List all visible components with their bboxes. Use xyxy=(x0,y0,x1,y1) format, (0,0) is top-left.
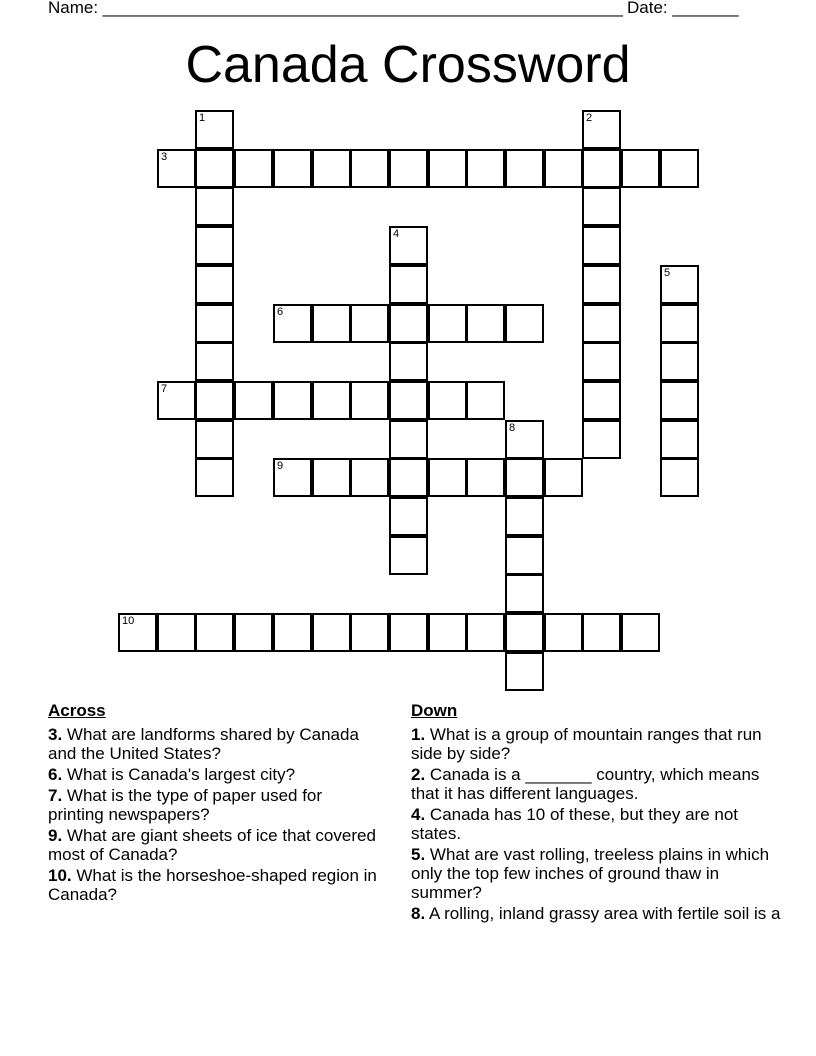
grid-cell[interactable] xyxy=(428,304,467,343)
clue-number: 10. xyxy=(48,866,72,885)
name-field-label: Name: _______________________________________________________ xyxy=(48,0,623,17)
grid-cell[interactable] xyxy=(660,381,699,420)
clue-number-label: 2 xyxy=(586,112,593,124)
grid-cell[interactable] xyxy=(505,613,544,652)
clue-number: 9. xyxy=(48,826,63,845)
grid-cell[interactable] xyxy=(505,420,544,459)
across-clue-list xyxy=(48,725,378,904)
grid-cell[interactable] xyxy=(505,458,544,497)
clue-number: 5. xyxy=(411,845,426,864)
grid-cell[interactable] xyxy=(195,342,234,381)
clue-number-label: 8 xyxy=(509,422,516,434)
grid-cell[interactable] xyxy=(195,149,234,188)
clue-item xyxy=(411,725,781,763)
grid-cell[interactable] xyxy=(157,381,196,420)
clue-item xyxy=(48,786,378,824)
clue-number-label: 3 xyxy=(161,151,168,163)
clue-text: What are landforms shared by Canada and the United States? xyxy=(48,725,359,763)
grid-cell[interactable] xyxy=(273,458,312,497)
clue-number-label: 1 xyxy=(199,112,206,124)
clue-number-label: 4 xyxy=(393,228,400,240)
grid-cell[interactable] xyxy=(389,381,428,420)
clue-item xyxy=(411,765,781,803)
grid-cell[interactable] xyxy=(505,304,544,343)
clue-text: A rolling, inland grassy area with fertile soil is a xyxy=(425,904,781,923)
grid-cell[interactable] xyxy=(195,226,234,265)
grid-cell[interactable] xyxy=(312,613,351,652)
grid-cell[interactable] xyxy=(505,652,544,691)
clue-number: 8. xyxy=(411,904,426,923)
grid-cell[interactable] xyxy=(118,613,157,652)
grid-cell[interactable] xyxy=(621,149,660,188)
clue-number-label: 5 xyxy=(664,267,671,279)
grid-cell[interactable] xyxy=(582,149,621,188)
grid-cell[interactable] xyxy=(195,265,234,304)
grid-cell[interactable] xyxy=(195,304,234,343)
grid-cell[interactable] xyxy=(582,226,621,265)
grid-cell[interactable] xyxy=(389,226,428,265)
grid-cell[interactable] xyxy=(582,187,621,226)
clue-item xyxy=(48,765,378,784)
clue-number: 1. xyxy=(411,725,426,744)
clue-item xyxy=(411,845,781,902)
clue-number-label: 10 xyxy=(122,615,135,627)
grid-cell[interactable] xyxy=(273,381,312,420)
grid-cell[interactable] xyxy=(389,458,428,497)
grid-cell[interactable] xyxy=(312,458,351,497)
grid-cell[interactable] xyxy=(582,420,621,459)
date-field-label: Date: _______ xyxy=(627,0,739,17)
down-heading: Down xyxy=(411,701,458,720)
grid-cell[interactable] xyxy=(389,304,428,343)
grid-cell[interactable] xyxy=(389,342,428,381)
grid-cell[interactable] xyxy=(505,497,544,536)
grid-cell[interactable] xyxy=(505,149,544,188)
grid-cell[interactable] xyxy=(389,613,428,652)
grid-cell[interactable] xyxy=(157,149,196,188)
clue-text: What is a group of mountain ranges that run side by side? xyxy=(411,725,762,763)
grid-cell[interactable] xyxy=(273,304,312,343)
page-title: Canada Crossword xyxy=(185,36,631,94)
grid-cell[interactable] xyxy=(389,265,428,304)
grid-cell[interactable] xyxy=(582,381,621,420)
clue-number-label: 6 xyxy=(277,306,284,318)
clue-text: What are giant sheets of ice that covered most of Canada? xyxy=(48,826,376,864)
grid-cell[interactable] xyxy=(505,574,544,613)
grid-cell[interactable] xyxy=(466,613,505,652)
grid-cell[interactable] xyxy=(582,342,621,381)
grid-cell[interactable] xyxy=(428,458,467,497)
grid-cell[interactable] xyxy=(428,613,467,652)
grid-cell[interactable] xyxy=(195,187,234,226)
grid-cell[interactable] xyxy=(195,381,234,420)
grid-cell[interactable] xyxy=(389,536,428,575)
clue-text: What is Canada's largest city? xyxy=(62,765,296,784)
clue-text: What is the horseshoe-shaped region in Canada? xyxy=(48,866,377,904)
grid-cell[interactable] xyxy=(195,458,234,497)
clue-number: 7. xyxy=(48,786,63,805)
clue-item xyxy=(411,805,781,843)
clue-item xyxy=(48,866,378,904)
across-heading: Across xyxy=(48,701,106,720)
across-clues-section xyxy=(48,701,378,906)
grid-cell[interactable] xyxy=(389,497,428,536)
clue-number-label: 9 xyxy=(277,460,284,472)
grid-cell[interactable] xyxy=(234,381,273,420)
grid-cell[interactable] xyxy=(350,613,389,652)
grid-cell[interactable] xyxy=(273,613,312,652)
grid-cell[interactable] xyxy=(466,458,505,497)
grid-cell[interactable] xyxy=(234,149,273,188)
grid-cell[interactable] xyxy=(350,458,389,497)
grid-cell[interactable] xyxy=(428,381,467,420)
grid-cell[interactable] xyxy=(350,149,389,188)
grid-cell[interactable] xyxy=(660,265,699,304)
grid-cell[interactable] xyxy=(544,149,583,188)
grid-cell[interactable] xyxy=(505,536,544,575)
grid-cell[interactable] xyxy=(389,420,428,459)
clue-item xyxy=(48,826,378,864)
clue-text: What is the type of paper used for printing newspapers? xyxy=(48,786,323,824)
clue-number-label: 7 xyxy=(161,383,168,395)
grid-cell[interactable] xyxy=(466,149,505,188)
clue-number: 3. xyxy=(48,725,63,744)
grid-cell[interactable] xyxy=(466,304,505,343)
grid-cell[interactable] xyxy=(312,304,351,343)
down-clue-list xyxy=(411,725,781,923)
grid-cell[interactable] xyxy=(195,110,234,149)
grid-cell[interactable] xyxy=(466,381,505,420)
grid-cell[interactable] xyxy=(660,342,699,381)
grid-cell[interactable] xyxy=(544,458,583,497)
grid-cell[interactable] xyxy=(234,613,273,652)
grid-cell[interactable] xyxy=(621,613,660,652)
clue-number: 4. xyxy=(411,805,426,824)
grid-cell[interactable] xyxy=(195,420,234,459)
grid-cell[interactable] xyxy=(157,613,196,652)
clue-text: Canada is a _______ country, which means that it has different languages. xyxy=(411,765,760,803)
grid-cell[interactable] xyxy=(350,304,389,343)
grid-cell[interactable] xyxy=(273,149,312,188)
grid-cell[interactable] xyxy=(582,110,621,149)
grid-cell[interactable] xyxy=(582,304,621,343)
clue-item xyxy=(411,904,781,923)
clue-number: 6. xyxy=(48,765,63,784)
grid-cell[interactable] xyxy=(582,613,621,652)
clue-item xyxy=(48,725,378,763)
grid-cell[interactable] xyxy=(350,381,389,420)
grid-cell[interactable] xyxy=(660,420,699,459)
grid-cell[interactable] xyxy=(544,613,583,652)
grid-cell[interactable] xyxy=(660,458,699,497)
grid-cell[interactable] xyxy=(660,149,699,188)
grid-cell[interactable] xyxy=(389,149,428,188)
down-clues-section xyxy=(411,701,781,925)
clue-number: 2. xyxy=(411,765,426,784)
grid-cell[interactable] xyxy=(660,304,699,343)
clue-text: What are vast rolling, treeless plains in which only the top few inches of ground thaw in summer? xyxy=(411,845,770,902)
grid-cell[interactable] xyxy=(582,265,621,304)
clue-text: Canada has 10 of these, but they are not states. xyxy=(411,805,739,843)
grid-cell[interactable] xyxy=(428,149,467,188)
grid-cell[interactable] xyxy=(312,381,351,420)
grid-cell[interactable] xyxy=(195,613,234,652)
grid-cell[interactable] xyxy=(312,149,351,188)
